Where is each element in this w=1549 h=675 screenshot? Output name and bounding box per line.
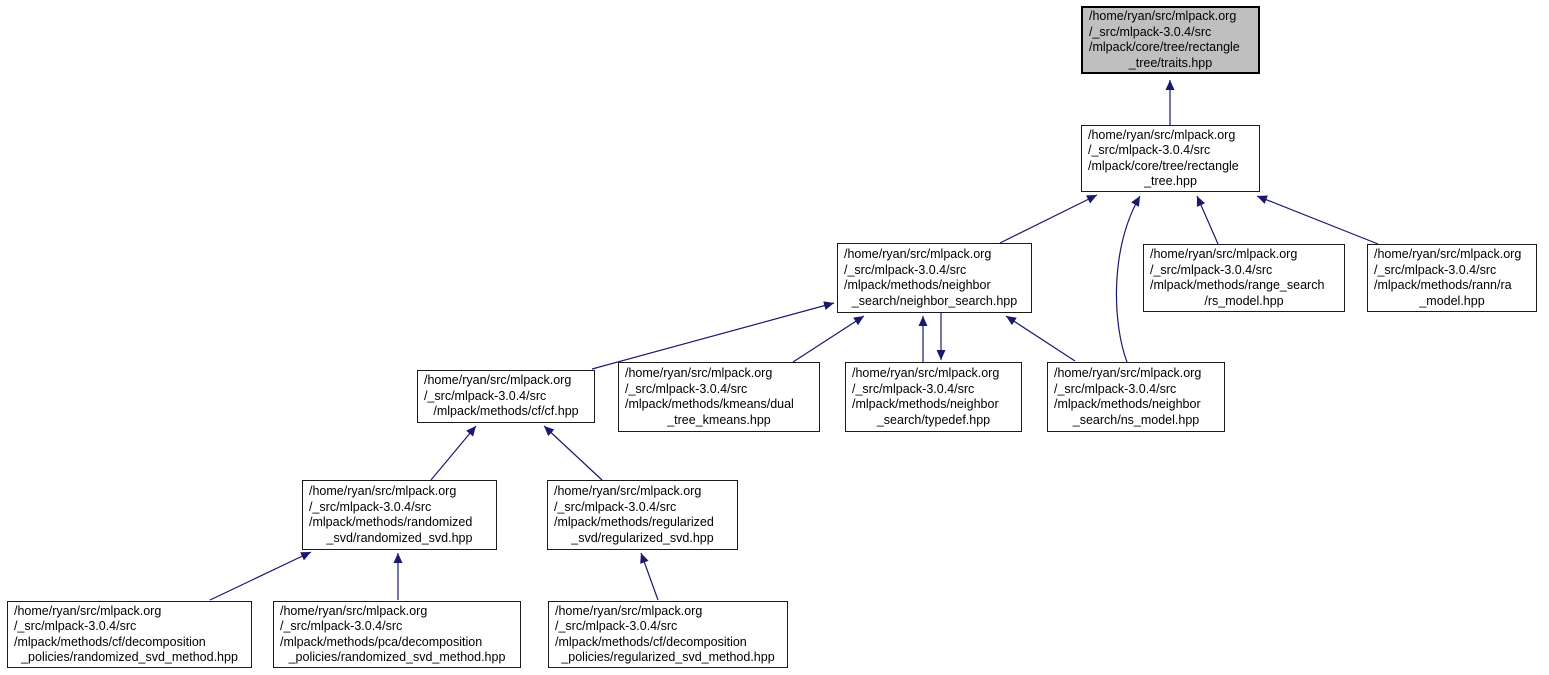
edge-regularized_svd-cf [544, 426, 602, 480]
node-label-line: /mlpack/methods/kmeans/dual [625, 397, 794, 411]
node-label-line: /mlpack/core/tree/rectangle [1089, 40, 1240, 54]
node-label-line: /mlpack/methods/regularized [554, 515, 714, 529]
edge-randomized_svd-cf [431, 426, 476, 480]
edge-neighbor_search-rectangle_tree [1000, 195, 1097, 243]
node-label-line: /_src/mlpack-3.0.4/src [1374, 262, 1497, 277]
node-traits-hpp[interactable] [1081, 6, 1260, 74]
node-label-line: /_src/mlpack-3.0.4/src [554, 499, 677, 514]
node-label-line: _policies/randomized_svd_method.hpp [288, 650, 506, 664]
node-label-line: _tree/traits.hpp [1128, 55, 1213, 70]
node-label-line: /home/ryan/src/mlpack.org [844, 247, 992, 261]
node-label-line: /home/ryan/src/mlpack.org [280, 603, 428, 618]
node-label-line: /rs_model.hpp [1204, 293, 1284, 308]
node-label-line: /home/ryan/src/mlpack.org [625, 366, 773, 380]
node-label-line: /_src/mlpack-3.0.4/src [14, 619, 137, 633]
node-label-line: /mlpack/methods/cf/cf.hpp [433, 404, 579, 419]
node-label-line: _svd/randomized_svd.hpp [326, 530, 473, 545]
node-label-line: /home/ryan/src/mlpack.org [1088, 127, 1236, 142]
node-rs_model-hpp[interactable] [1143, 244, 1345, 312]
edge-dual_tree_kmeans-neighbor_search [793, 316, 864, 362]
node-label-line: /mlpack/methods/neighbor [1054, 397, 1201, 411]
node-label-line: /mlpack/methods/cf/decomposition [14, 634, 206, 649]
node-label-line: _policies/regularized_svd_method.hpp [561, 650, 775, 664]
node-label-line: /home/ryan/src/mlpack.org [554, 484, 702, 498]
node-label-line: /home/ryan/src/mlpack.org [555, 603, 703, 618]
node-cf-regularized_svd_method-hpp[interactable] [548, 601, 788, 668]
node-label-line: /mlpack/methods/neighbor [852, 397, 999, 411]
node-label-line: /_src/mlpack-3.0.4/src [1088, 143, 1211, 157]
node-label-line: /home/ryan/src/mlpack.org [1150, 247, 1298, 261]
node-label-line: _tree_kmeans.hpp [667, 412, 771, 427]
node-label-line: _model.hpp [1419, 293, 1485, 308]
node-label-line: /mlpack/methods/neighbor [844, 278, 991, 292]
node-cf-randomized_svd_method-hpp[interactable] [7, 601, 252, 668]
node-label-line: _policies/randomized_svd_method.hpp [21, 650, 238, 664]
node-label-line: /home/ryan/src/mlpack.org [309, 484, 457, 498]
node-label-line: /_src/mlpack-3.0.4/src [1089, 24, 1212, 39]
node-label-line: /_src/mlpack-3.0.4/src [1150, 262, 1273, 277]
node-label-line: /_src/mlpack-3.0.4/src [424, 388, 547, 403]
edge-cf_regularized_svd_method-regularized_svd [641, 553, 658, 600]
node-label-line: /_src/mlpack-3.0.4/src [309, 499, 432, 514]
node-ns_model-hpp[interactable] [1047, 362, 1225, 432]
node-rectangle_tree-hpp[interactable] [1081, 125, 1260, 192]
node-label-line: /mlpack/methods/randomized [309, 515, 473, 529]
edge-ns_model-neighbor_search [1006, 316, 1075, 361]
node-label-line: /_src/mlpack-3.0.4/src [844, 262, 967, 277]
node-label-line: /_src/mlpack-3.0.4/src [280, 619, 403, 633]
node-label-line: /home/ryan/src/mlpack.org [1089, 9, 1237, 23]
node-label-line: /mlpack/core/tree/rectangle [1088, 158, 1239, 173]
node-label-line: /_src/mlpack-3.0.4/src [625, 381, 748, 396]
node-neighbor_search-hpp[interactable] [837, 243, 1032, 313]
node-label-line: /home/ryan/src/mlpack.org [1374, 247, 1522, 261]
node-label-line: _search/typedef.hpp [876, 412, 991, 427]
node-label-line: /_src/mlpack-3.0.4/src [555, 619, 678, 633]
edge-cf_randomized_svd_method-randomized_svd [210, 552, 311, 600]
node-label-line: /_src/mlpack-3.0.4/src [852, 381, 975, 396]
node-label-line: /mlpack/methods/pca/decomposition [280, 634, 483, 649]
edge-ra_model-rectangle_tree [1257, 196, 1378, 244]
edge-ns_model-rectangle_tree [1116, 196, 1140, 362]
node-pca-randomized_svd_method-hpp[interactable] [273, 601, 521, 668]
node-label-line: _search/neighbor_search.hpp [851, 293, 1018, 308]
node-label-line: /home/ryan/src/mlpack.org [1054, 366, 1202, 380]
node-label-line: _tree.hpp [1144, 174, 1197, 188]
node-label-line: _search/ns_model.hpp [1072, 412, 1200, 427]
edge-rs_model-rectangle_tree [1197, 196, 1218, 244]
node-label-line: /home/ryan/src/mlpack.org [14, 603, 162, 618]
node-regularized_svd-hpp[interactable] [547, 480, 738, 550]
node-label-line: /mlpack/methods/range_search [1150, 278, 1325, 292]
node-dual_tree_kmeans-hpp[interactable] [618, 362, 820, 432]
node-label-line: /_src/mlpack-3.0.4/src [1054, 381, 1177, 396]
node-label-line: /mlpack/methods/cf/decomposition [555, 634, 747, 649]
node-randomized_svd-hpp[interactable] [302, 480, 497, 550]
node-cf-hpp[interactable] [417, 370, 595, 423]
node-label-line: /mlpack/methods/rann/ra [1374, 278, 1512, 292]
node-typedef-hpp[interactable] [845, 362, 1022, 432]
node-label-line: /home/ryan/src/mlpack.org [424, 373, 572, 388]
node-ra_model-hpp[interactable] [1367, 244, 1537, 312]
node-label-line: _svd/regularized_svd.hpp [571, 530, 714, 545]
node-label-line: /home/ryan/src/mlpack.org [852, 366, 1000, 380]
